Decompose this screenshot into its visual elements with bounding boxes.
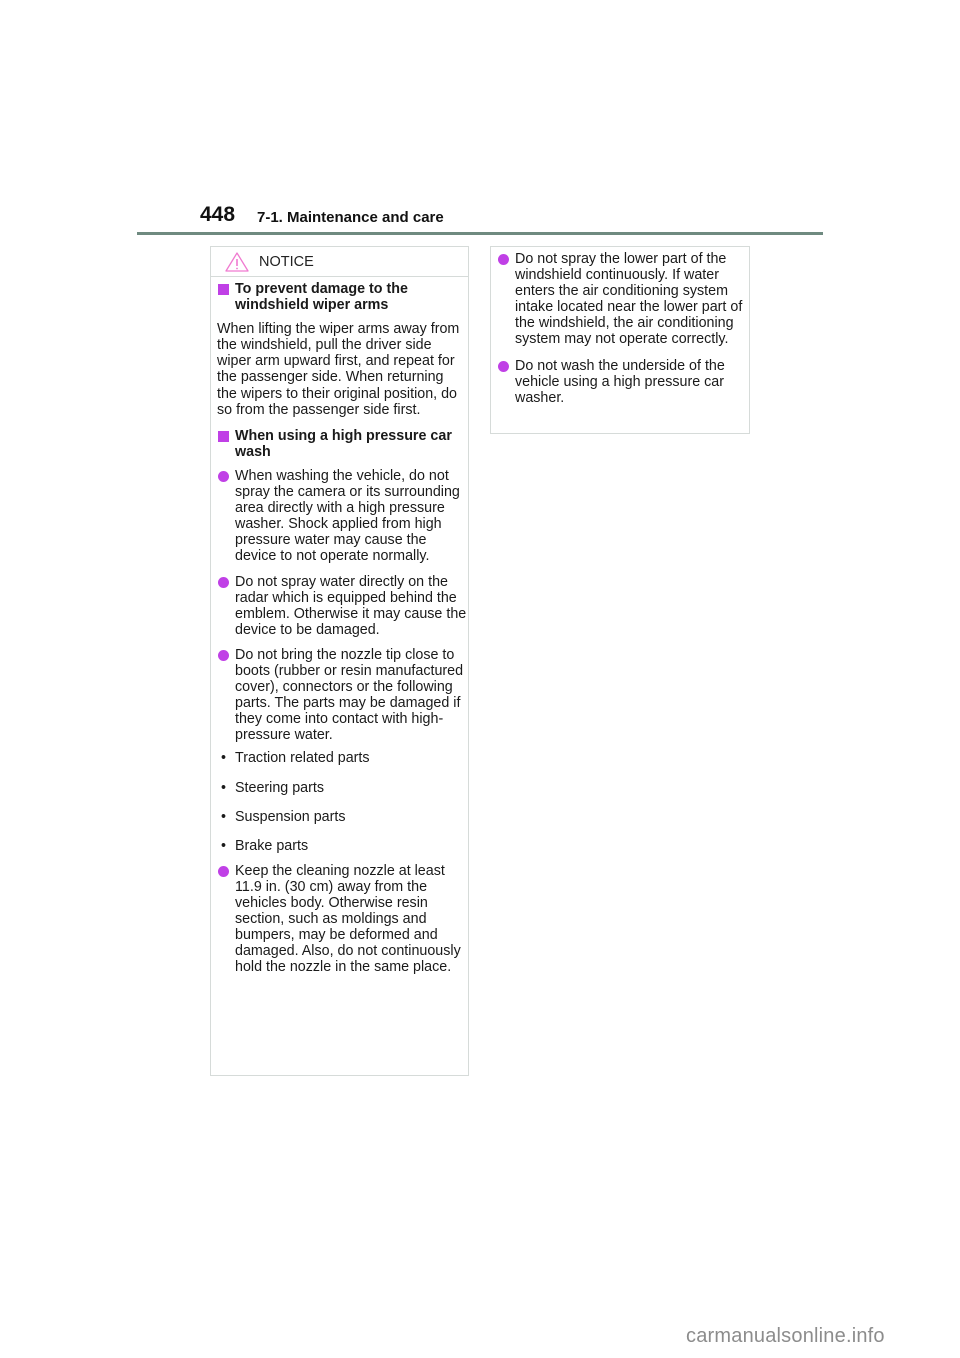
- notice-box-right: [490, 246, 750, 434]
- circle-bullet-icon: [498, 361, 509, 372]
- section-title: 7-1. Maintenance and care: [257, 209, 444, 226]
- bullet-text: When washing the vehicle, do not spray the camera or its surrounding area directly with a high pressure washer. Shock applied from high pressure water may cause the device to not operate normally.: [235, 467, 460, 565]
- bullet-item: [217, 468, 467, 565]
- circle-bullet-icon: [218, 650, 229, 661]
- notice-box-left: [210, 246, 469, 1076]
- bullet-text: Do not bring the nozzle tip close to boots (rubber or resin manufactured cover), connectors or the following parts. The parts may be damaged if they come into contact with high-pressure water.: [235, 646, 464, 744]
- notice-header: [211, 247, 468, 277]
- page-number: 448: [200, 203, 236, 226]
- circle-bullet-icon: [218, 577, 229, 588]
- square-bullet-icon: [218, 431, 229, 442]
- sub-list-item: [217, 809, 468, 825]
- sub-item-text: Brake parts: [235, 837, 309, 854]
- bullet-text: Do not wash the underside of the vehicle using a high pressure car washer.: [515, 357, 725, 406]
- small-dot-icon: •: [221, 779, 227, 796]
- small-dot-icon: •: [221, 750, 227, 767]
- warning-triangle-icon: [225, 252, 249, 272]
- bullet-item: [217, 647, 467, 744]
- sub-list-item: [217, 750, 468, 766]
- heading-text: To prevent damage to the windshield wiper arms: [235, 281, 408, 314]
- bullet-item: [497, 358, 747, 406]
- notice-label: NOTICE: [259, 254, 314, 270]
- small-dot-icon: •: [221, 837, 227, 854]
- header-divider: [137, 232, 823, 235]
- wiper-arms-paragraph: When lifting the wiper arms away from the windshield, pull the driver side wiper arm upward first, and repeat for the passenger side. When returning the wipers to their original position, do so from the passenger side first.: [217, 321, 460, 418]
- circle-bullet-icon: [218, 471, 229, 482]
- notice-content: [211, 277, 468, 975]
- sub-item-text: Suspension parts: [235, 808, 346, 825]
- page-header: [200, 205, 822, 229]
- bullet-text: Keep the cleaning nozzle at least 11.9 in. (30 cm) away from the vehicles body. Otherwise resin section, such as moldings and bumpers, may be deformed and damaged. Also, do not continuously hold the nozzle in the same place.: [235, 862, 461, 976]
- bullet-item: [217, 863, 467, 976]
- sub-list-item: [217, 838, 468, 854]
- sub-item-text: Steering parts: [235, 779, 325, 796]
- section-heading-car-wash: [217, 428, 465, 460]
- small-dot-icon: •: [221, 808, 227, 825]
- notice-content-continued: [491, 247, 749, 406]
- circle-bullet-icon: [218, 866, 229, 877]
- bullet-item: [217, 574, 467, 638]
- circle-bullet-icon: [498, 254, 509, 265]
- section-heading-wiper-arms: [217, 281, 465, 313]
- bullet-text: Do not spray the lower part of the windshield continuously. If water enters the air conditioning system intake located near the lower part of the windshield, the air conditioning system may not operate correctly.: [515, 251, 743, 348]
- sub-item-text: Traction related parts: [235, 750, 370, 767]
- watermark: carmanualsonline.info: [686, 1325, 885, 1347]
- heading-text: When using a high pressure car wash: [235, 427, 452, 460]
- square-bullet-icon: [218, 284, 229, 295]
- bullet-text: Do not spray water directly on the radar which is equipped behind the emblem. Otherwise it may cause the device to be damaged.: [235, 573, 467, 638]
- bullet-item: [497, 251, 747, 348]
- sub-list-item: [217, 780, 468, 796]
